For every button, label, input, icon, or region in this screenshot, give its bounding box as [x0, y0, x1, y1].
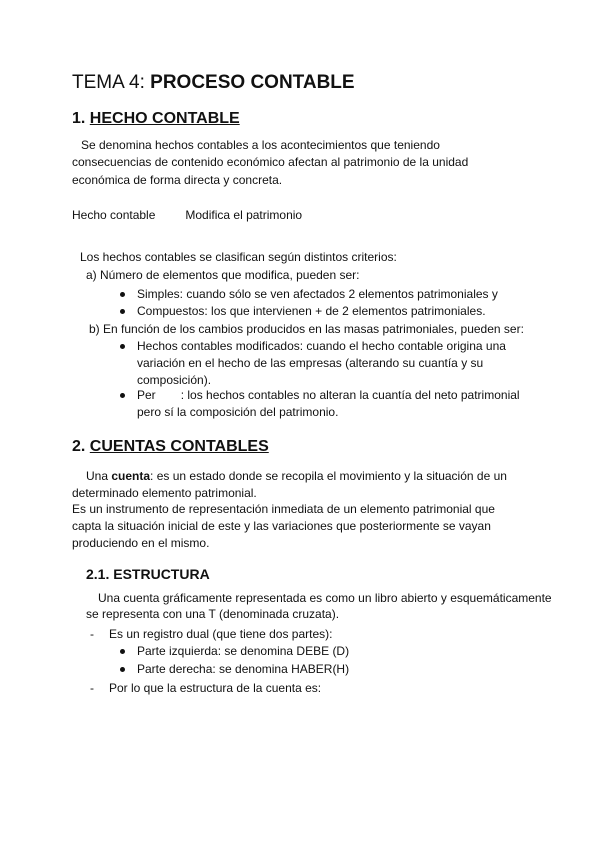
section-2-heading	[72, 438, 269, 456]
s2-p1-lead: Una	[86, 469, 112, 483]
section-1-number: 1.	[72, 110, 86, 127]
s2-p1-line-1	[86, 468, 507, 485]
s2-p1-line-3: Es un instrumento de representación inmediata de un elemento patrimonial que	[72, 502, 495, 516]
section-1-title: HECHO CONTABLE	[89, 110, 240, 127]
s1-para-line-1: Se denomina hechos contables a los acontecimientos que teniendo	[81, 138, 440, 152]
s2-dash-item-1: - Es un registro dual (que tiene dos partes):	[109, 626, 332, 643]
s2-sub-para-line-2: se representa con una T (denominada cruzata).	[86, 607, 340, 621]
s1-item-b: b) En función de los cambios producidos en las masas patrimoniales, pueden ser:	[89, 322, 524, 336]
s1-b-bullet-1-line-2: variación en el hecho de las empresas (alterando su cuantía y su	[137, 356, 484, 370]
s1-b-bullet-2-line-1	[137, 387, 520, 404]
section-2-number: 2.	[72, 438, 86, 455]
s1-para-line-3: económica de forma directa y concreta.	[72, 173, 283, 187]
title-prefix: TEMA 4:	[72, 72, 145, 93]
s1-item-a: a) Número de elementos que modifica, pueden ser:	[86, 268, 360, 282]
page-title	[72, 72, 355, 94]
s1-pair	[72, 207, 302, 224]
s1-classify: Los hechos contables se clasifican según distintos criterios:	[80, 250, 397, 264]
s2-dash1-bullet-1: Parte izquierda: se denomina DEBE (D)	[137, 644, 350, 658]
s2-dash1-bullet-2: Parte derecha: se denomina HABER(H)	[137, 662, 350, 676]
s1-b-bullet-1-line-1: Hechos contables modificados: cuando el hecho contable origina una	[137, 339, 506, 353]
s1-pair-right: Modifica el patrimonio	[185, 208, 303, 222]
s2-p1-line-4: capta la situación inicial de este y las variaciones que posteriormente se vayan	[72, 519, 491, 533]
s2-p1-bold: cuenta	[111, 469, 151, 483]
s2-p1-line-2: determinado elemento patrimonial.	[72, 486, 257, 500]
s2-sub-para-line-1: Una cuenta gráficamente representada es como un libro abierto y esquemáticamente	[98, 591, 552, 605]
s1-b-bullet-2-line-2: pero sí la composición del patrimonio.	[137, 405, 339, 419]
s1-b-bullet-2-text: : los hechos contables no alteran la cuantía del neto patrimonial	[180, 388, 520, 402]
s2-p1-rest: : es un estado donde se recopila el movimiento y la situación de un	[150, 469, 507, 483]
s2-dash-item-2: - Por lo que la estructura de la cuenta es:	[109, 680, 321, 697]
section-1-heading	[72, 110, 240, 128]
s1-b-bullet-2-word: Per	[137, 388, 156, 402]
section-2-title: CUENTAS CONTABLES	[89, 438, 269, 455]
subsection-2-1-heading: 2.1. ESTRUCTURA	[86, 566, 210, 582]
s1-pair-left: Hecho contable	[72, 208, 156, 222]
s1-a-bullet-1: Simples: cuando sólo se ven afectados 2 elementos patrimoniales y	[137, 287, 498, 301]
s1-b-bullet-1-line-3: composición).	[137, 373, 212, 387]
s1-a-bullet-2: Compuestos: los que intervienen + de 2 elementos patrimoniales.	[137, 304, 486, 318]
s2-p1-line-5: produciendo en el mismo.	[72, 536, 210, 550]
title-main: PROCESO CONTABLE	[150, 72, 355, 93]
s1-para-line-2: consecuencias de contenido económico afectan al patrimonio de la unidad	[72, 155, 469, 169]
